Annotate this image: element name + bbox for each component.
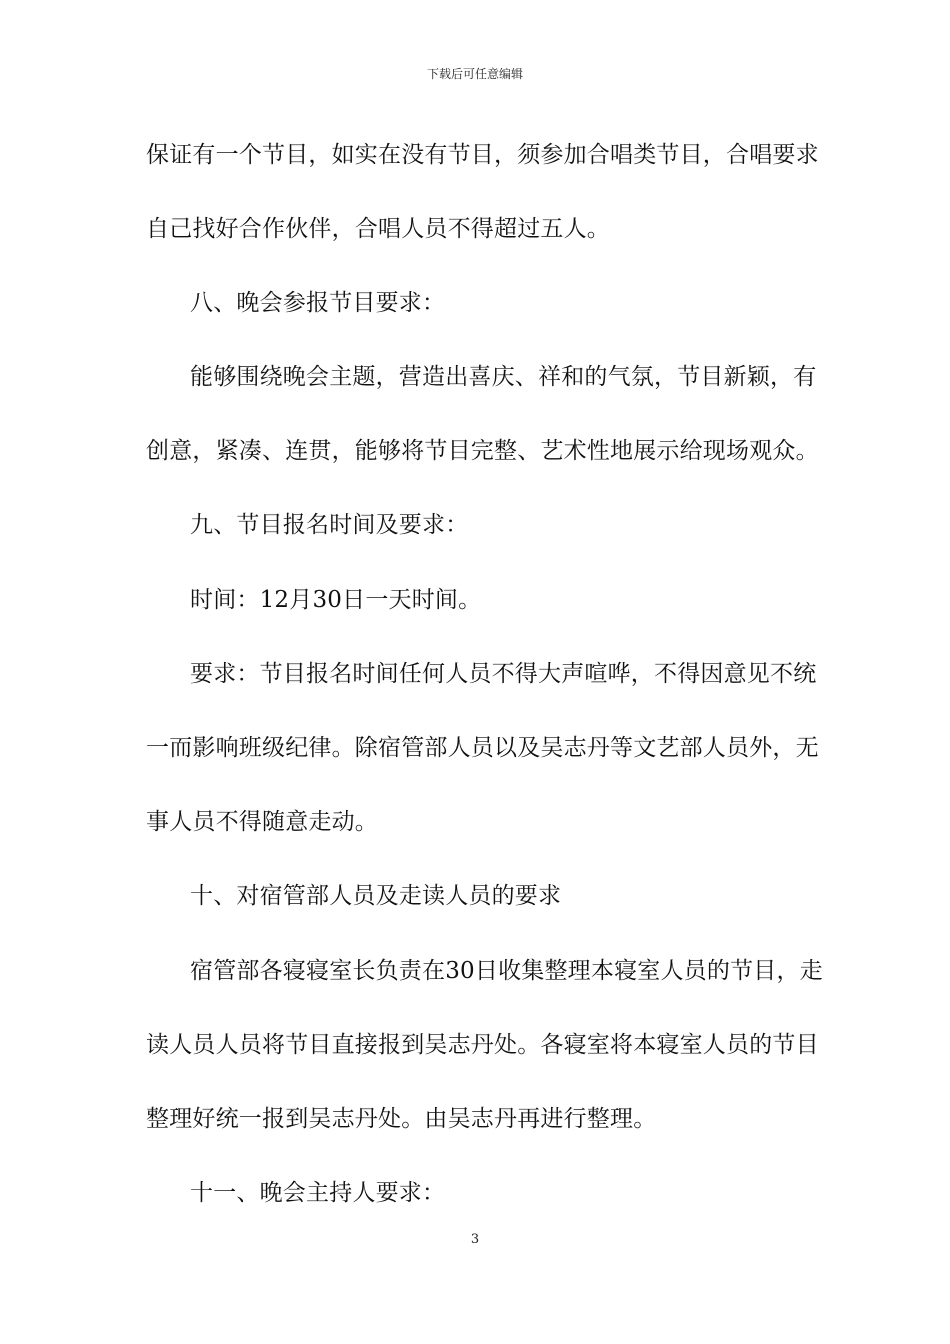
requirements-line-3: 事人员不得随意走动。 <box>146 809 378 835</box>
section-heading-ten: 十、对宿管部人员及走读人员的要求 <box>190 883 562 909</box>
page-number: 3 <box>470 1232 480 1247</box>
section-heading-eight: 八、晚会参报节目要求： <box>190 290 446 316</box>
requirements-line-1: 要求：节目报名时间任何人员不得大声喧哗，不得因意见不统 <box>190 661 817 687</box>
time-line: 时间：12月30日一天时间。 <box>190 587 482 613</box>
section-heading-eleven: 十一、晚会主持人要求： <box>190 1180 446 1206</box>
section-heading-nine: 九、节目报名时间及要求： <box>190 512 469 538</box>
paragraph-line-5: 创意，紧凑、连贯，能够将节目完整、艺术性地展示给现场观众。 <box>146 438 819 464</box>
paragraph-line-2: 自己找好合作伙伴，合唱人员不得超过五人。 <box>146 216 610 242</box>
page-header-note: 下载后可任意编辑 <box>426 67 523 81</box>
requirements-line-2: 一而影响班级纪律。除宿管部人员以及吴志丹等文艺部人员外，无 <box>146 735 819 761</box>
dorm-line-2: 读人员人员将节目直接报到吴志丹处。各寝室将本寝室人员的节目 <box>146 1032 819 1058</box>
dorm-line-3: 整理好统一报到吴志丹处。由吴志丹再进行整理。 <box>146 1106 657 1132</box>
dorm-line-1: 宿管部各寝寝室长负责在30日收集整理本寝室人员的节目，走 <box>190 958 823 984</box>
paragraph-line-4: 能够围绕晚会主题，营造出喜庆、祥和的气氛，节目新颖，有 <box>190 364 817 390</box>
paragraph-line-1: 保证有一个节目，如实在没有节目，须参加合唱类节目，合唱要求 <box>146 142 819 168</box>
